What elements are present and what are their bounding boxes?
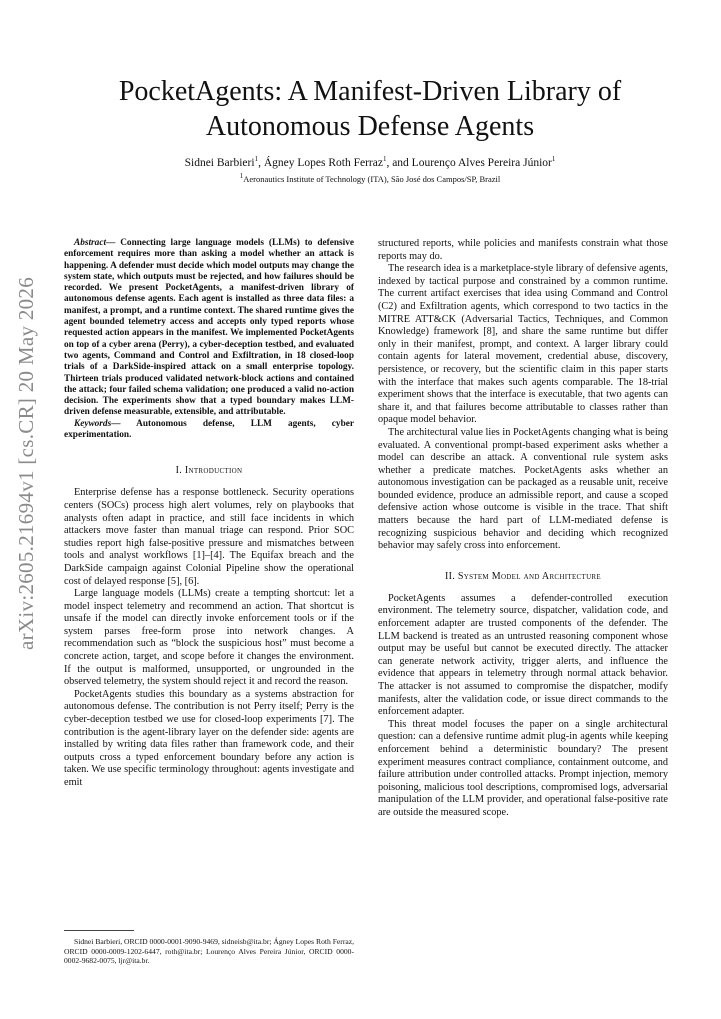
author-name: Ágney Lopes Roth Ferraz (263, 157, 383, 169)
body-paragraph: Enterprise defense has a response bottleneck. Security operations centers (SOCs) process high alert volumes, rely on playbooks that analysts often adapt in practice, and still face incidents in which attackers move faster than manual triage can respond. Prior SOC studies report high false-positive pressure and mismatches between tools and analyst workflows [1]–[4]. The Equifax breach and the DarkSide campaign against Colonial Pipeline show the operational cost of delayed response [5], [6]. (64, 487, 354, 587)
body-paragraph: Large language models (LLMs) create a tempting shortcut: let a model inspect telemetry and recommend an action. That shortcut is unsafe if the model can directly invoke enforcement tools or if the system parses free-form prose into network changes. A recommendation such as “block the suspicious host” must become a concrete action, target, and scope before it changes the environment. If the output is malformed, unsupported, or ungrounded in the observed telemetry, the system should reject it and record the reason. (64, 588, 354, 688)
left-column (64, 238, 354, 790)
abstract: Abstract— Connecting large language models (LLMs) to defensive enforcement requires more than asking a model whether an attack is happening. A defender must decide which model outputs may change the system state, which outputs must be rejected, and how failures should be recorded. We present PocketAgents, a manifest-driven library of autonomous defense agents. Each agent is installed as three data files: a manifest, a prompt, and a runtime context. The shared runtime gives the agent bounded telemetry access and accepts only typed reports whose requested action appears in the manifest. We implemented PocketAgents on top of a cyber arena (Perry), a cyber-deception testbed, and evaluated two agents, Command and Control and Exfiltration, in 18 closed-loop trials of a DarkSide-inspired attack on a small enterprise topology. Thirteen trials produced validated network-block actions and contained the attack; four failed schema validation; one produced a valid no-action decision. The experiments show that a typed boundary makes LLM-driven defense measurable, extensible, and attributable. (64, 238, 355, 418)
body-paragraph: PocketAgents assumes a defender-controlled execution environment. The telemetry source, dispatcher, validation code, and enforcement adapter are trusted components of the defender. The LLM backend is treated as an untrusted reasoning component whose output may be useful but cannot be executed directly. The attacker can generate network activity, trigger alerts, and influence the evidence that appears in telemetry through normal attack behavior. The attacker is not assumed to compromise the dispatcher, modify manifests, alter the validation code, or issue direct commands to the enforcement adapter. (378, 592, 668, 718)
affiliation: $^1$Aeronautics Institute of Technology (ITA), São José dos Campos/SP, Brazil (239, 172, 501, 184)
body-paragraph: structured reports, while policies and manifests constrain what those reports may do. (378, 238, 668, 262)
author-footnote: Sidnei Barbieri, ORCID 0000-0001-9090-9469, sidneisb@ita.br; Ágney Lopes Roth Ferraz, ORCID 0000-0009-1202-6447, roth@ita.br; Lourenço Alves Pereira Júnior, ORCID 0000-0002-9682-0075, ljr@ita.br. (64, 937, 354, 966)
author-list: Sidnei Barbieri$^1$, Ágney Lopes Roth Ferraz$^1$, and Lourenço Alves Pereira Júnior$^1$ (184, 155, 556, 169)
body-paragraph: PocketAgents studies this boundary as a systems abstraction for autonomous defense. The contribution is not Perry itself; Perry is the cyber-deception testbed we use for closed-loop experiments [7]. The contribution is the agent-library layer on the defender side: agents are installed by writing data files rather than framework code, and their outputs cross a typed enforcement boundary before any action is taken. We use specific terminology throughout: agents investigate and emit (64, 688, 354, 788)
section-heading-introduction: I. Introduction (175, 465, 243, 477)
keywords: Keywords— Autonomous defense, LLM agents, cyber experimentation. (64, 418, 354, 441)
footnote-divider (64, 930, 134, 931)
author-name: Lourenço Alves Pereira Júnior (411, 157, 552, 169)
arxiv-side-identifier[interactable]: arXiv:2605.21694v1 [cs.CR] 20 May 2026 (14, 276, 38, 650)
section-heading-system-model: II. System Model and Architecture (445, 570, 601, 582)
body-paragraph: This threat model focuses the paper on a single architectural question: can a defensive runtime admit plug-in agents while keeping enforcement behind a deterministic boundary? The present experiment measures contract compliance, containment outcome, and failure attribution under controlled attacks. Prompt injection, memory poisoning, malicious tool descriptions, compromised logs, adversarial manipulation of the LLM provider, and operational false-positive rate are outside the measured scope. (378, 718, 668, 818)
right-column (378, 238, 668, 820)
body-paragraph: The architectural value lies in PocketAgents changing what is being evaluated. A conventional prompt-based experiment asks whether a model can describe an attack. A conventional rule system asks whether a predicate matches. PocketAgents asks whether an autonomous investigation can be packaged as a reusable unit, receive bounded evidence, produce an admissible report, and cause a scoped defensive action whose outcome is visible in the trace. That shift matters because the hard part of LLM-mediated defense is recognizing suspicious behavior and deciding which recognized behavior may safely cross into enforcement. (378, 426, 668, 552)
paper-title: PocketAgents: A Manifest-Driven Library of Autonomous Defense Agents (118, 76, 622, 142)
body-paragraph: The research idea is a marketplace-style library of defensive agents, indexed by tactical purpose and constrained by a common runtime. The current artifact exercises that idea using Command and Control (C2) and Exfiltration agents, which correspond to two tactics in the MITRE ATT&CK (Adversarial Tactics, Techniques, and Common Knowledge) framework [8], and share the same runtime but differ only in their manifest, prompt, and context. A larger library could contain agents for lateral movement, credential abuse, discovery, persistence, or recovery, but the scientific claim in this paper starts with the interface that makes such agents comparable. The 18-trial experiment shows that the interface is executable, that two agents can share it, and that failures become attributable to classes rather than opaque model behavior. (378, 263, 668, 426)
author-name: Sidnei Barbieri (184, 157, 255, 169)
